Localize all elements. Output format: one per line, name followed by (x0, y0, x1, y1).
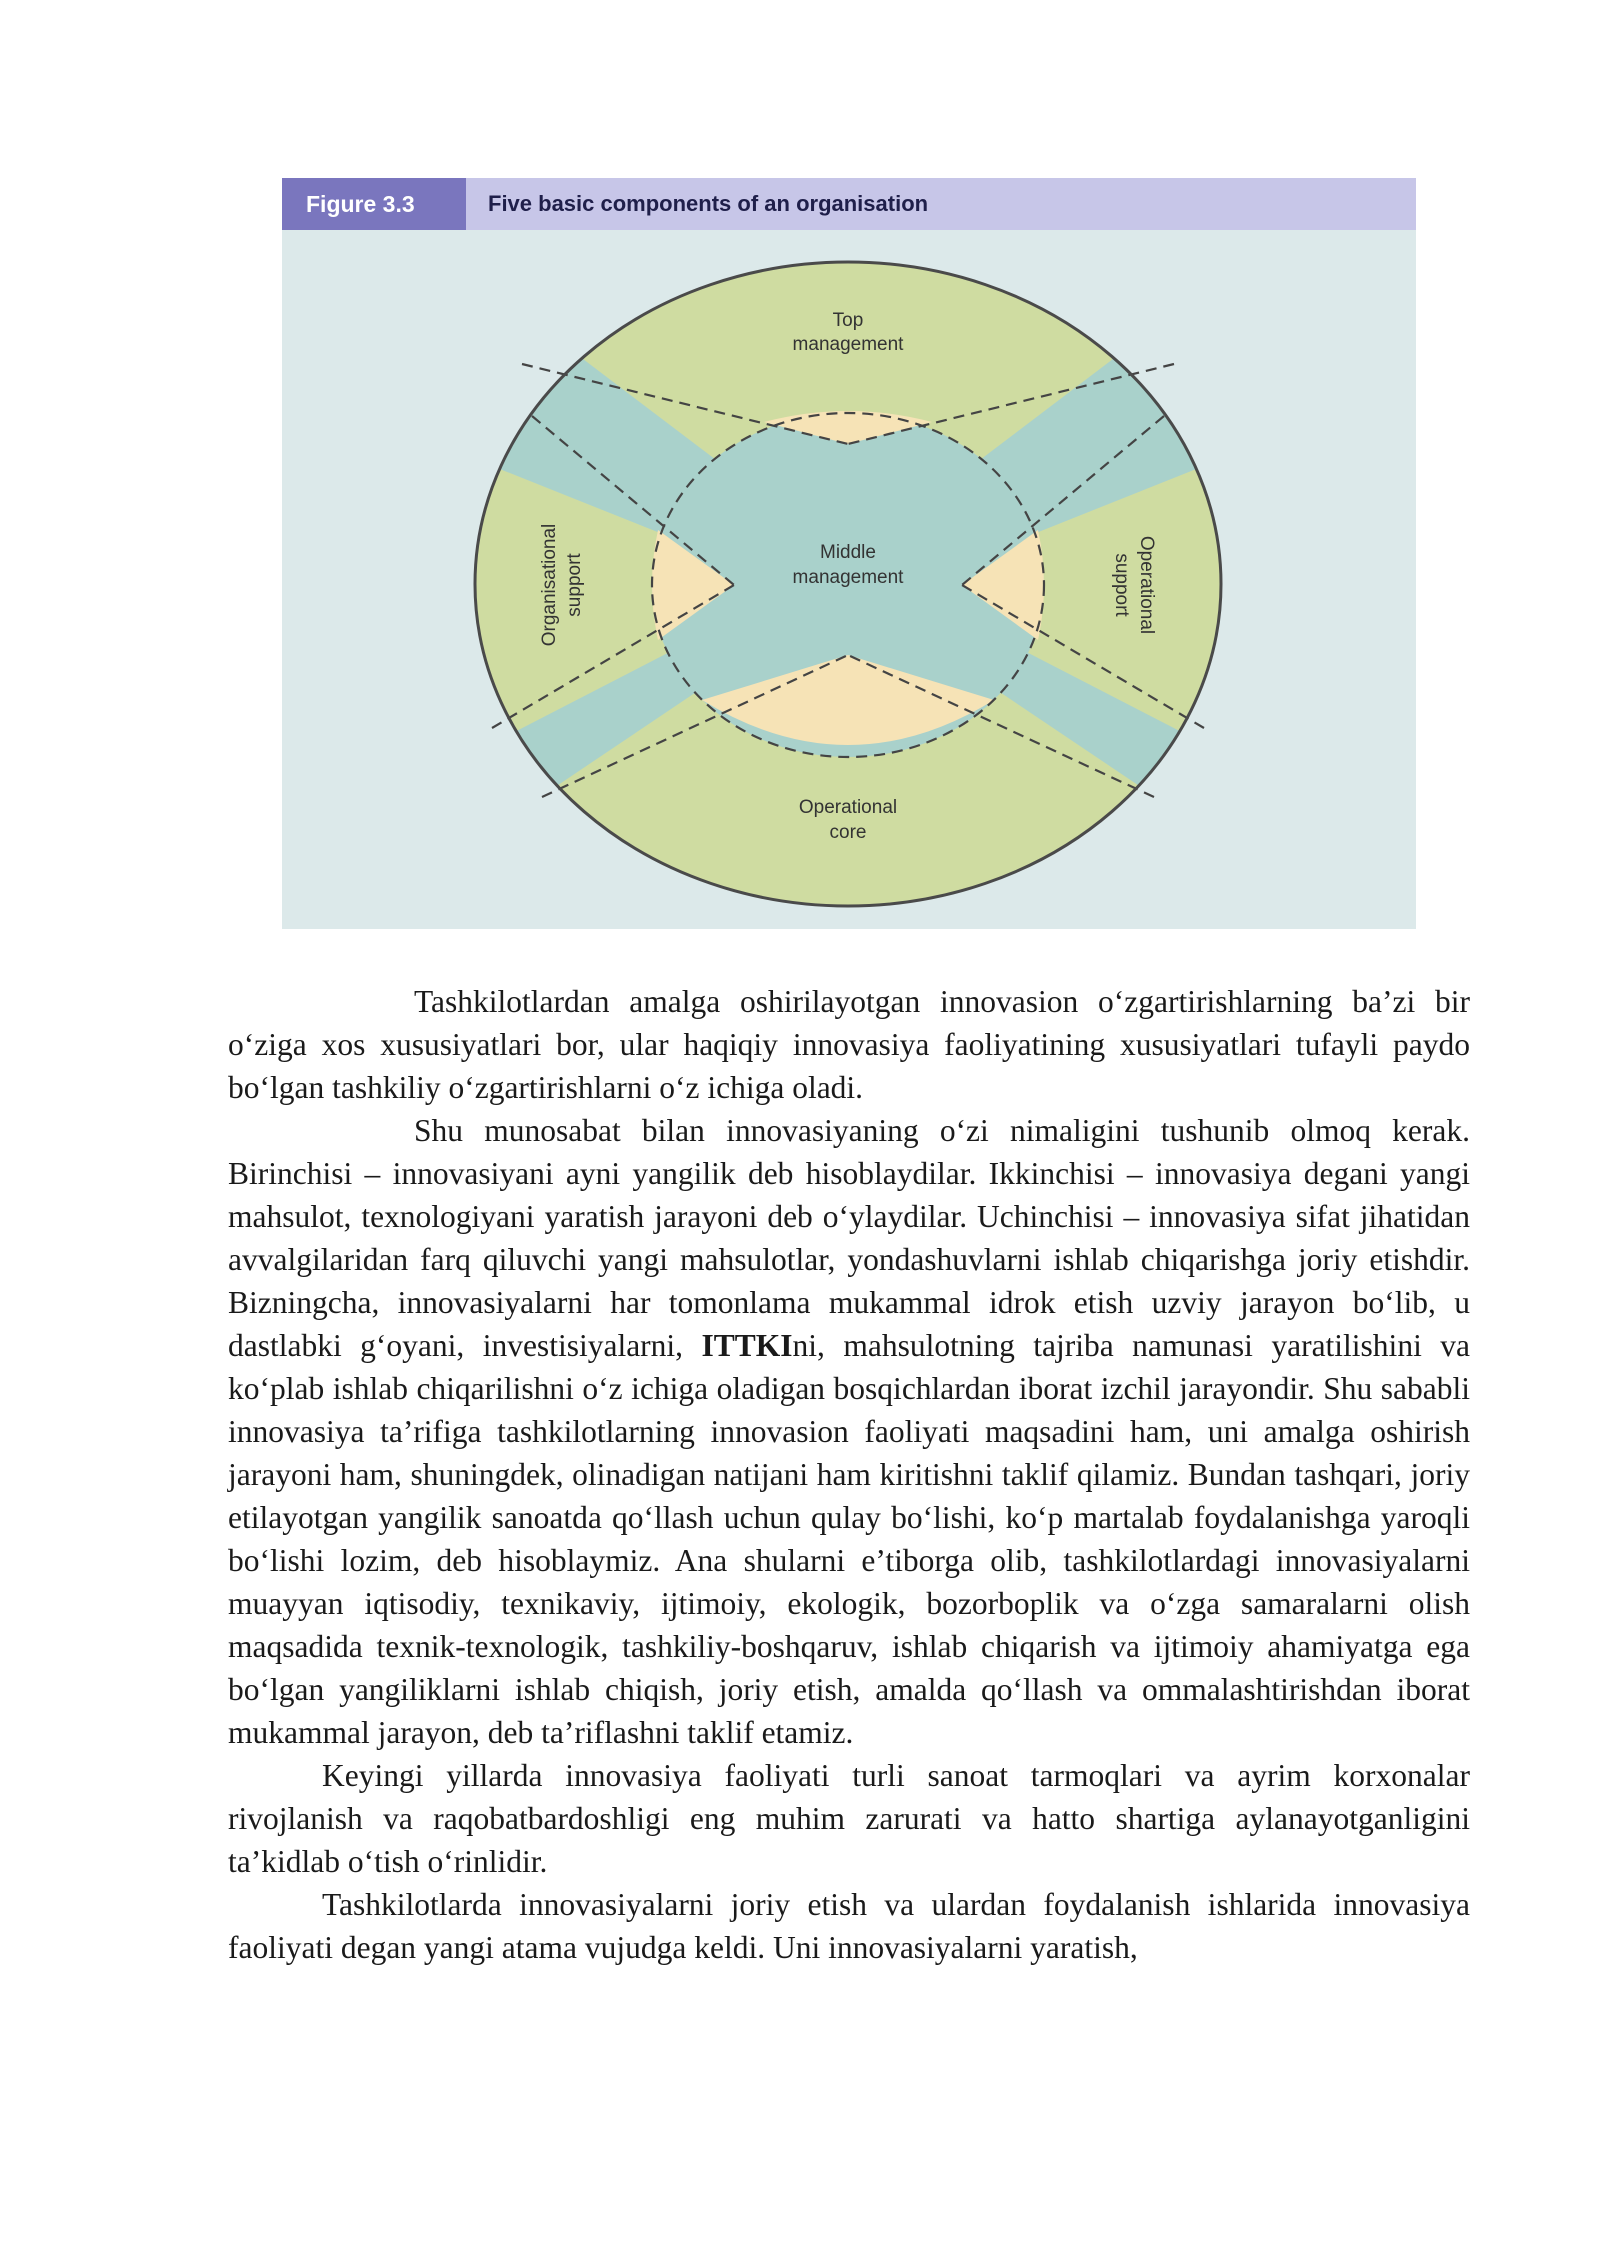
paragraph-2-part-2: ni, mahsulotning tajriba namunasi yaratilishini va ko‘plab ishlab chiqarilishni o‘z ichiga oladigan bosqichlardan iborat izchil jarayondir. Shu sababli innovasiya ta’rifiga tashkilotlarning innovasion faoliyati maqsadini ham, uni amalga oshirish jarayoni ham, shuningdek, olinadigan natijani ham kiritishni taklif qilamiz. Bundan tashqari, joriy etilayotgan yangilik sanoatda qo‘llash uchun qulay bo‘lishi, ko‘p martalab foydalanishga yaroqli bo‘lishi lozim, deb hisoblaymiz. Ana shularni e’tiborga olib, tashkilotlardagi innovasiyalarni muayyan iqtisodiy, texnikaviy, ijtimoiy, ekologik, bozorboplik va o‘zga samaralarni olish maqsadida texnik-texnologik, tashkiliy-boshqaruv, ishlab chiqarish va ijtimoiy ahamiyatga ega bo‘lgan yangiliklarni ishlab chiqish, joriy etish, amalda qo‘llash va ommalashtirishdan iborat mukammal jarayon, deb ta’riflashni taklif etamiz. (228, 1328, 1470, 1750)
paragraph-2-bold-term: ITTKI (701, 1328, 793, 1363)
paragraph-2-part-1: Shu munosabat bilan innovasiyaning o‘zi nimaligini tushunib olmoq kerak. Birinchisi – innovasiyani ayni yangilik deb hisoblaydilar. Ikkinchisi – innovasiya degani yangi mahsulot, texnologiyani yaratish jarayoni deb o‘ylaydilar. Uchinchisi – innovasiya sifat jihatidan avvalgilaridan farq qiluvchi yangi mahsulotlar, yondashuvlarni ishlab chiqarishga joriy etishdir. Bizningcha, innovasiyalarni har tomonlama mukammal idrok etish uzviy jarayon bo‘lib, u dastlabki g‘oyani, investisiyalarni, (228, 1113, 1470, 1363)
label-org-line1: Organisational (539, 523, 560, 647)
organisation-diagram (282, 230, 1416, 929)
label-ops-line2: support (1111, 553, 1132, 617)
label-top-line2: management (792, 334, 904, 355)
paragraph-4: Tashkilotlarda innovasiyalarni joriy etish va ulardan foydalanish ishlarida innovasiya faoliyati degan yangi atama vujudga keldi. Uni innovasiyalarni yaratish, (228, 1887, 1470, 1965)
figure-header (282, 178, 1416, 230)
figure (282, 178, 1416, 929)
label-core-line2: core (829, 822, 867, 843)
body-text (228, 980, 1470, 1969)
figure-title: Five basic components of an organisation (488, 191, 929, 216)
label-core-line1: Operational (798, 797, 898, 818)
label-middle-line2: management (792, 567, 904, 588)
paragraph-3: Keyingi yillarda innovasiya faoliyati turli sanoat tarmoqlari va ayrim korxonalar rivojlanish va raqobatbardoshligi eng muhim zarurati va hatto shartiga aylanayotganligini ta’kidlab o‘tish o‘rinlidir. (228, 1758, 1470, 1879)
paragraph-2 (228, 1109, 1470, 1754)
label-top-line1: Top (832, 310, 864, 331)
label-org-line2: support (564, 553, 585, 617)
paragraph-1: Tashkilotlardan amalga oshirilayotgan innovasion o‘zgartirishlarning ba’zi bir o‘ziga xos xususiyatlari bor, ular haqiqiy innovasiya faoliyatining xususiyatlari tufayli paydo bo‘lgan tashkiliy o‘zgartirishlarni o‘z ichiga oladi. (228, 984, 1470, 1105)
label-ops-line1: Operational (1136, 535, 1157, 635)
figure-number: Figure 3.3 (282, 178, 466, 230)
label-middle-line1: Middle (820, 542, 876, 563)
